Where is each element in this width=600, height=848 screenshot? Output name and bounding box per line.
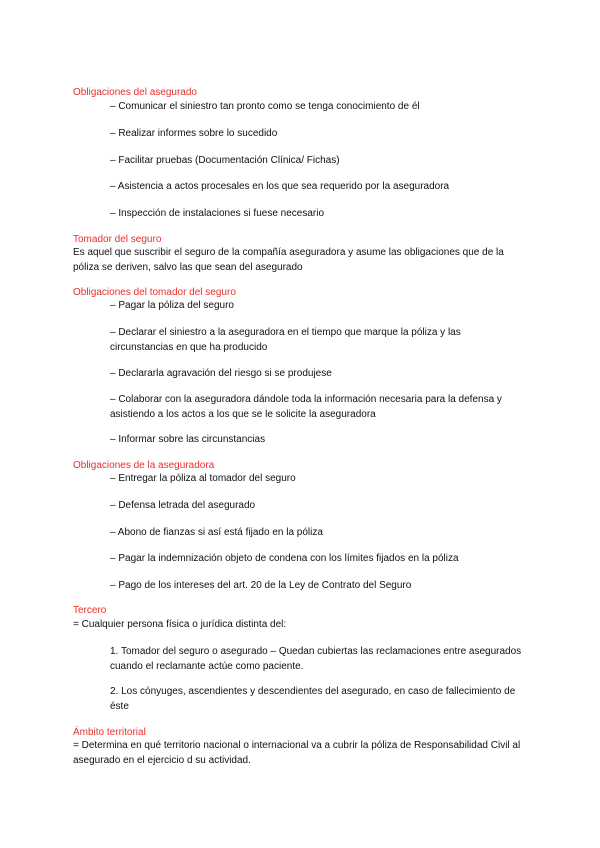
heading-ambito-territorial: Ámbito territorial [73,727,146,738]
item-line: 2. Los cónyuges, ascendientes y descendientes del asegurado, en caso de fallecimiento de [110,686,516,697]
list-item [110,298,520,313]
list-item: – Inspección de instalaciones si fuese necesario [110,208,325,219]
item-line: – Declararla agravación del riesgo si se produjese [110,368,332,379]
list-item: – Realizar informes sobre lo sucedido [110,128,278,139]
tercero-intro: = Cualquier persona física o jurídica distinta del: [73,619,287,630]
list-item: – Asistencia a actos procesales en los que sea requerido por la aseguradora [110,181,450,192]
heading-obligaciones-aseguradora: Obligaciones de la aseguradora [73,460,215,471]
item-line: – Pagar la póliza del seguro [110,300,234,311]
numbered-item [110,644,530,674]
item-line: circunstancias en que ha producido [110,342,268,353]
list-item: – Entregar la póliza al tomador del seguro [110,473,296,484]
list-item [110,325,520,355]
list-item: – Comunicar el siniestro tan pronto como se tenga conocimiento de él [110,101,420,112]
list-item: – Pago de los intereses del art. 20 de la Ley de Contrato del Seguro [110,580,412,591]
numbered-item [110,684,530,714]
item-line: – Declarar el siniestro a la aseguradora en el tiempo que marque la póliza y las [110,327,461,338]
heading-obligaciones-asegurado: Obligaciones del asegurado [73,87,197,98]
item-line: 1. Tomador del seguro o asegurado – Quedan cubiertas las reclamaciones entre asegurados [110,646,522,657]
paragraph-line: Es aquel que suscribir el seguro de la compañía aseguradora y asume las obligaciones que de la [73,247,504,258]
item-line: asistiendo a los actos a los que se le solicite la aseguradora [110,409,376,420]
item-line: éste [110,701,129,712]
heading-obligaciones-tomador: Obligaciones del tomador del seguro [73,287,236,298]
item-line: cuando el reclamante actúe como paciente. [110,661,304,672]
heading-tercero: Tercero [73,605,107,616]
list-item: – Defensa letrada del asegurado [110,500,256,511]
list-item: – Pagar la indemnización objeto de condena con los límites fijados en la póliza [110,553,459,564]
list-item [110,432,520,447]
list-item [110,392,520,422]
item-line: – Colaborar con la aseguradora dándole toda la información necesaria para la defensa y [110,394,502,405]
paragraph-line: = Determina en qué territorio nacional o internacional va a cubrir la póliza de Responsabilidad Civil al [73,740,521,751]
tomador-paragraph [73,245,533,275]
item-line: – Informar sobre las circunstancias [110,434,266,445]
list-item: – Facilitar pruebas (Documentación Clínica/ Fichas) [110,155,340,166]
paragraph-line: póliza se deriven, salvo las que sean del asegurado [73,262,303,273]
ambito-paragraph [73,738,533,768]
paragraph-line: asegurado en el ejercicio d su actividad. [73,755,251,766]
list-item: – Abono de fianzas si así está fijado en la póliza [110,527,323,538]
list-item [110,366,520,381]
heading-tomador: Tomador del seguro [73,234,162,245]
